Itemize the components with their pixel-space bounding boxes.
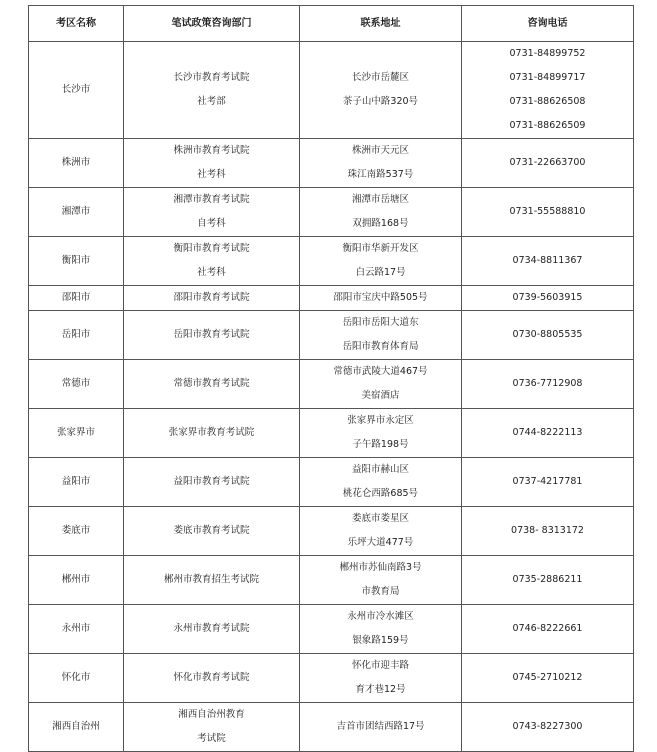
cell-dept	[124, 188, 300, 237]
cell-region: 郴州市	[29, 556, 124, 605]
table-body	[29, 42, 634, 752]
cell-phone-line: 0746-8222661	[512, 623, 583, 634]
cell-phone-line: 0735-2886211	[512, 574, 583, 585]
cell-address-line: 邵阳市宝庆中路505号	[333, 292, 428, 303]
cell-phone-line: 0734-8811367	[512, 255, 583, 266]
cell-region: 湘潭市	[29, 188, 124, 237]
cell-dept-line: 长沙市教育考试院	[173, 72, 250, 83]
table-row	[29, 237, 634, 286]
cell-address-line: 银象路159号	[352, 635, 409, 646]
table-row	[29, 42, 634, 139]
header-region: 考区名称	[29, 6, 124, 42]
table-row	[29, 360, 634, 409]
cell-address-line: 岳阳市教育体育局	[342, 341, 419, 352]
cell-address-line: 株洲市天元区	[351, 145, 409, 156]
cell-dept-line: 益阳市教育考试院	[173, 476, 250, 487]
cell-dept-line: 怀化市教育考试院	[173, 672, 250, 683]
cell-region: 湘西自治州	[29, 703, 124, 752]
cell-phone	[462, 556, 634, 605]
table-row	[29, 188, 634, 237]
cell-region: 永州市	[29, 605, 124, 654]
contact-table	[28, 5, 634, 752]
cell-dept	[124, 605, 300, 654]
cell-address-line: 白云路17号	[355, 267, 406, 278]
cell-address	[300, 703, 462, 752]
cell-phone-line: 0743-8227300	[512, 721, 583, 732]
cell-address	[300, 286, 462, 311]
cell-region: 长沙市	[29, 42, 124, 139]
cell-phone	[462, 188, 634, 237]
cell-address-line: 双拥路168号	[352, 218, 409, 229]
cell-address-line: 湘潭市岳塘区	[351, 194, 409, 205]
table-row	[29, 703, 634, 752]
cell-phone	[462, 605, 634, 654]
cell-phone	[462, 42, 634, 139]
cell-address-line: 娄底市娄星区	[351, 513, 409, 524]
cell-address-line: 岳阳市岳阳大道东	[342, 317, 419, 328]
cell-dept-line: 永州市教育考试院	[173, 623, 250, 634]
cell-dept	[124, 507, 300, 556]
cell-phone-line: 0736-7712908	[512, 378, 583, 389]
cell-phone	[462, 237, 634, 286]
cell-phone	[462, 139, 634, 188]
cell-dept	[124, 42, 300, 139]
cell-dept-line: 邵阳市教育考试院	[173, 292, 250, 303]
cell-address	[300, 311, 462, 360]
cell-dept	[124, 360, 300, 409]
cell-dept-line: 娄底市教育考试院	[173, 525, 250, 536]
table-header-row	[29, 6, 634, 42]
cell-region: 娄底市	[29, 507, 124, 556]
cell-phone-line: 0744-8222113	[512, 427, 583, 438]
cell-address-line: 张家界市永定区	[347, 415, 414, 426]
cell-dept	[124, 286, 300, 311]
cell-dept	[124, 139, 300, 188]
cell-dept-line: 自考科	[197, 218, 226, 229]
cell-region: 株洲市	[29, 139, 124, 188]
cell-address-line: 吉首市团结西路17号	[336, 721, 425, 732]
cell-region: 张家界市	[29, 409, 124, 458]
cell-region: 岳阳市	[29, 311, 124, 360]
cell-dept	[124, 703, 300, 752]
cell-address	[300, 188, 462, 237]
cell-address	[300, 605, 462, 654]
cell-dept	[124, 556, 300, 605]
cell-phone-line: 0731-88626508	[509, 96, 586, 107]
table-row	[29, 409, 634, 458]
table-row	[29, 311, 634, 360]
cell-address-line: 衡阳市华新开发区	[342, 243, 419, 254]
cell-address	[300, 139, 462, 188]
cell-dept	[124, 409, 300, 458]
cell-phone-line: 0731-55588810	[509, 206, 586, 217]
table-row	[29, 286, 634, 311]
cell-address-line: 桃花仑西路685号	[342, 488, 419, 499]
cell-phone	[462, 507, 634, 556]
cell-phone-line: 0738- 8313172	[511, 525, 584, 536]
cell-dept-line: 社考科	[197, 169, 226, 180]
cell-address-line: 珠江南路537号	[347, 169, 414, 180]
cell-phone	[462, 409, 634, 458]
cell-region: 邵阳市	[29, 286, 124, 311]
cell-dept	[124, 458, 300, 507]
cell-dept-line: 岳阳市教育考试院	[173, 329, 250, 340]
cell-address-line: 乐坪大道477号	[347, 537, 414, 548]
cell-phone	[462, 311, 634, 360]
cell-address	[300, 237, 462, 286]
cell-address-line: 茶子山中路320号	[342, 96, 419, 107]
cell-phone	[462, 360, 634, 409]
table-row	[29, 458, 634, 507]
cell-phone-line: 0745-2710212	[512, 672, 583, 683]
cell-region: 怀化市	[29, 654, 124, 703]
cell-phone-line: 0731-84899717	[509, 72, 586, 83]
cell-dept-line: 株洲市教育考试院	[173, 145, 250, 156]
cell-dept-line: 郴州市教育招生考试院	[163, 574, 259, 585]
table-row	[29, 507, 634, 556]
cell-phone	[462, 703, 634, 752]
cell-dept-line: 湘西自治州教育	[178, 709, 245, 720]
cell-phone-line: 0739-5603915	[512, 292, 583, 303]
cell-region: 衡阳市	[29, 237, 124, 286]
cell-address-line: 市教育局	[361, 586, 400, 597]
cell-phone-line: 0731-88626509	[509, 120, 586, 131]
cell-address	[300, 556, 462, 605]
cell-phone	[462, 654, 634, 703]
cell-address-line: 育才巷12号	[355, 684, 406, 695]
cell-address-line: 常德市武陵大道467号	[333, 366, 428, 377]
cell-address-line: 郴州市苏仙南路3号	[339, 562, 422, 573]
cell-address	[300, 42, 462, 139]
cell-phone	[462, 458, 634, 507]
cell-address-line: 美宿酒店	[361, 390, 400, 401]
cell-address	[300, 409, 462, 458]
cell-region: 益阳市	[29, 458, 124, 507]
cell-phone-line: 0737-4217781	[512, 476, 583, 487]
cell-dept-line: 社考科	[197, 267, 226, 278]
cell-phone-line: 0731-22663700	[509, 157, 586, 168]
cell-dept-line: 考试院	[197, 733, 226, 744]
table-row	[29, 139, 634, 188]
cell-phone-line: 0730-8805535	[512, 329, 583, 340]
cell-dept	[124, 311, 300, 360]
cell-address-line: 永州市冷水滩区	[347, 611, 414, 622]
cell-dept-line: 张家界市教育考试院	[168, 427, 255, 438]
cell-address-line: 益阳市赫山区	[351, 464, 409, 475]
cell-address-line: 子午路198号	[352, 439, 409, 450]
table-row	[29, 556, 634, 605]
header-address: 联系地址	[300, 6, 462, 42]
header-phone: 咨询电话	[462, 6, 634, 42]
header-dept: 笔试政策咨询部门	[124, 6, 300, 42]
cell-dept-line: 常德市教育考试院	[173, 378, 250, 389]
cell-address	[300, 507, 462, 556]
cell-dept-line: 社考部	[197, 96, 226, 107]
cell-address	[300, 458, 462, 507]
cell-dept	[124, 237, 300, 286]
table-row	[29, 654, 634, 703]
table-row	[29, 605, 634, 654]
cell-dept-line: 衡阳市教育考试院	[173, 243, 250, 254]
cell-region: 常德市	[29, 360, 124, 409]
cell-address-line: 怀化市迎丰路	[351, 660, 409, 671]
cell-dept-line: 湘潭市教育考试院	[173, 194, 250, 205]
cell-dept	[124, 654, 300, 703]
cell-address-line: 长沙市岳麓区	[351, 72, 409, 83]
cell-phone-line: 0731-84899752	[509, 48, 586, 59]
cell-address	[300, 360, 462, 409]
cell-phone	[462, 286, 634, 311]
cell-address	[300, 654, 462, 703]
